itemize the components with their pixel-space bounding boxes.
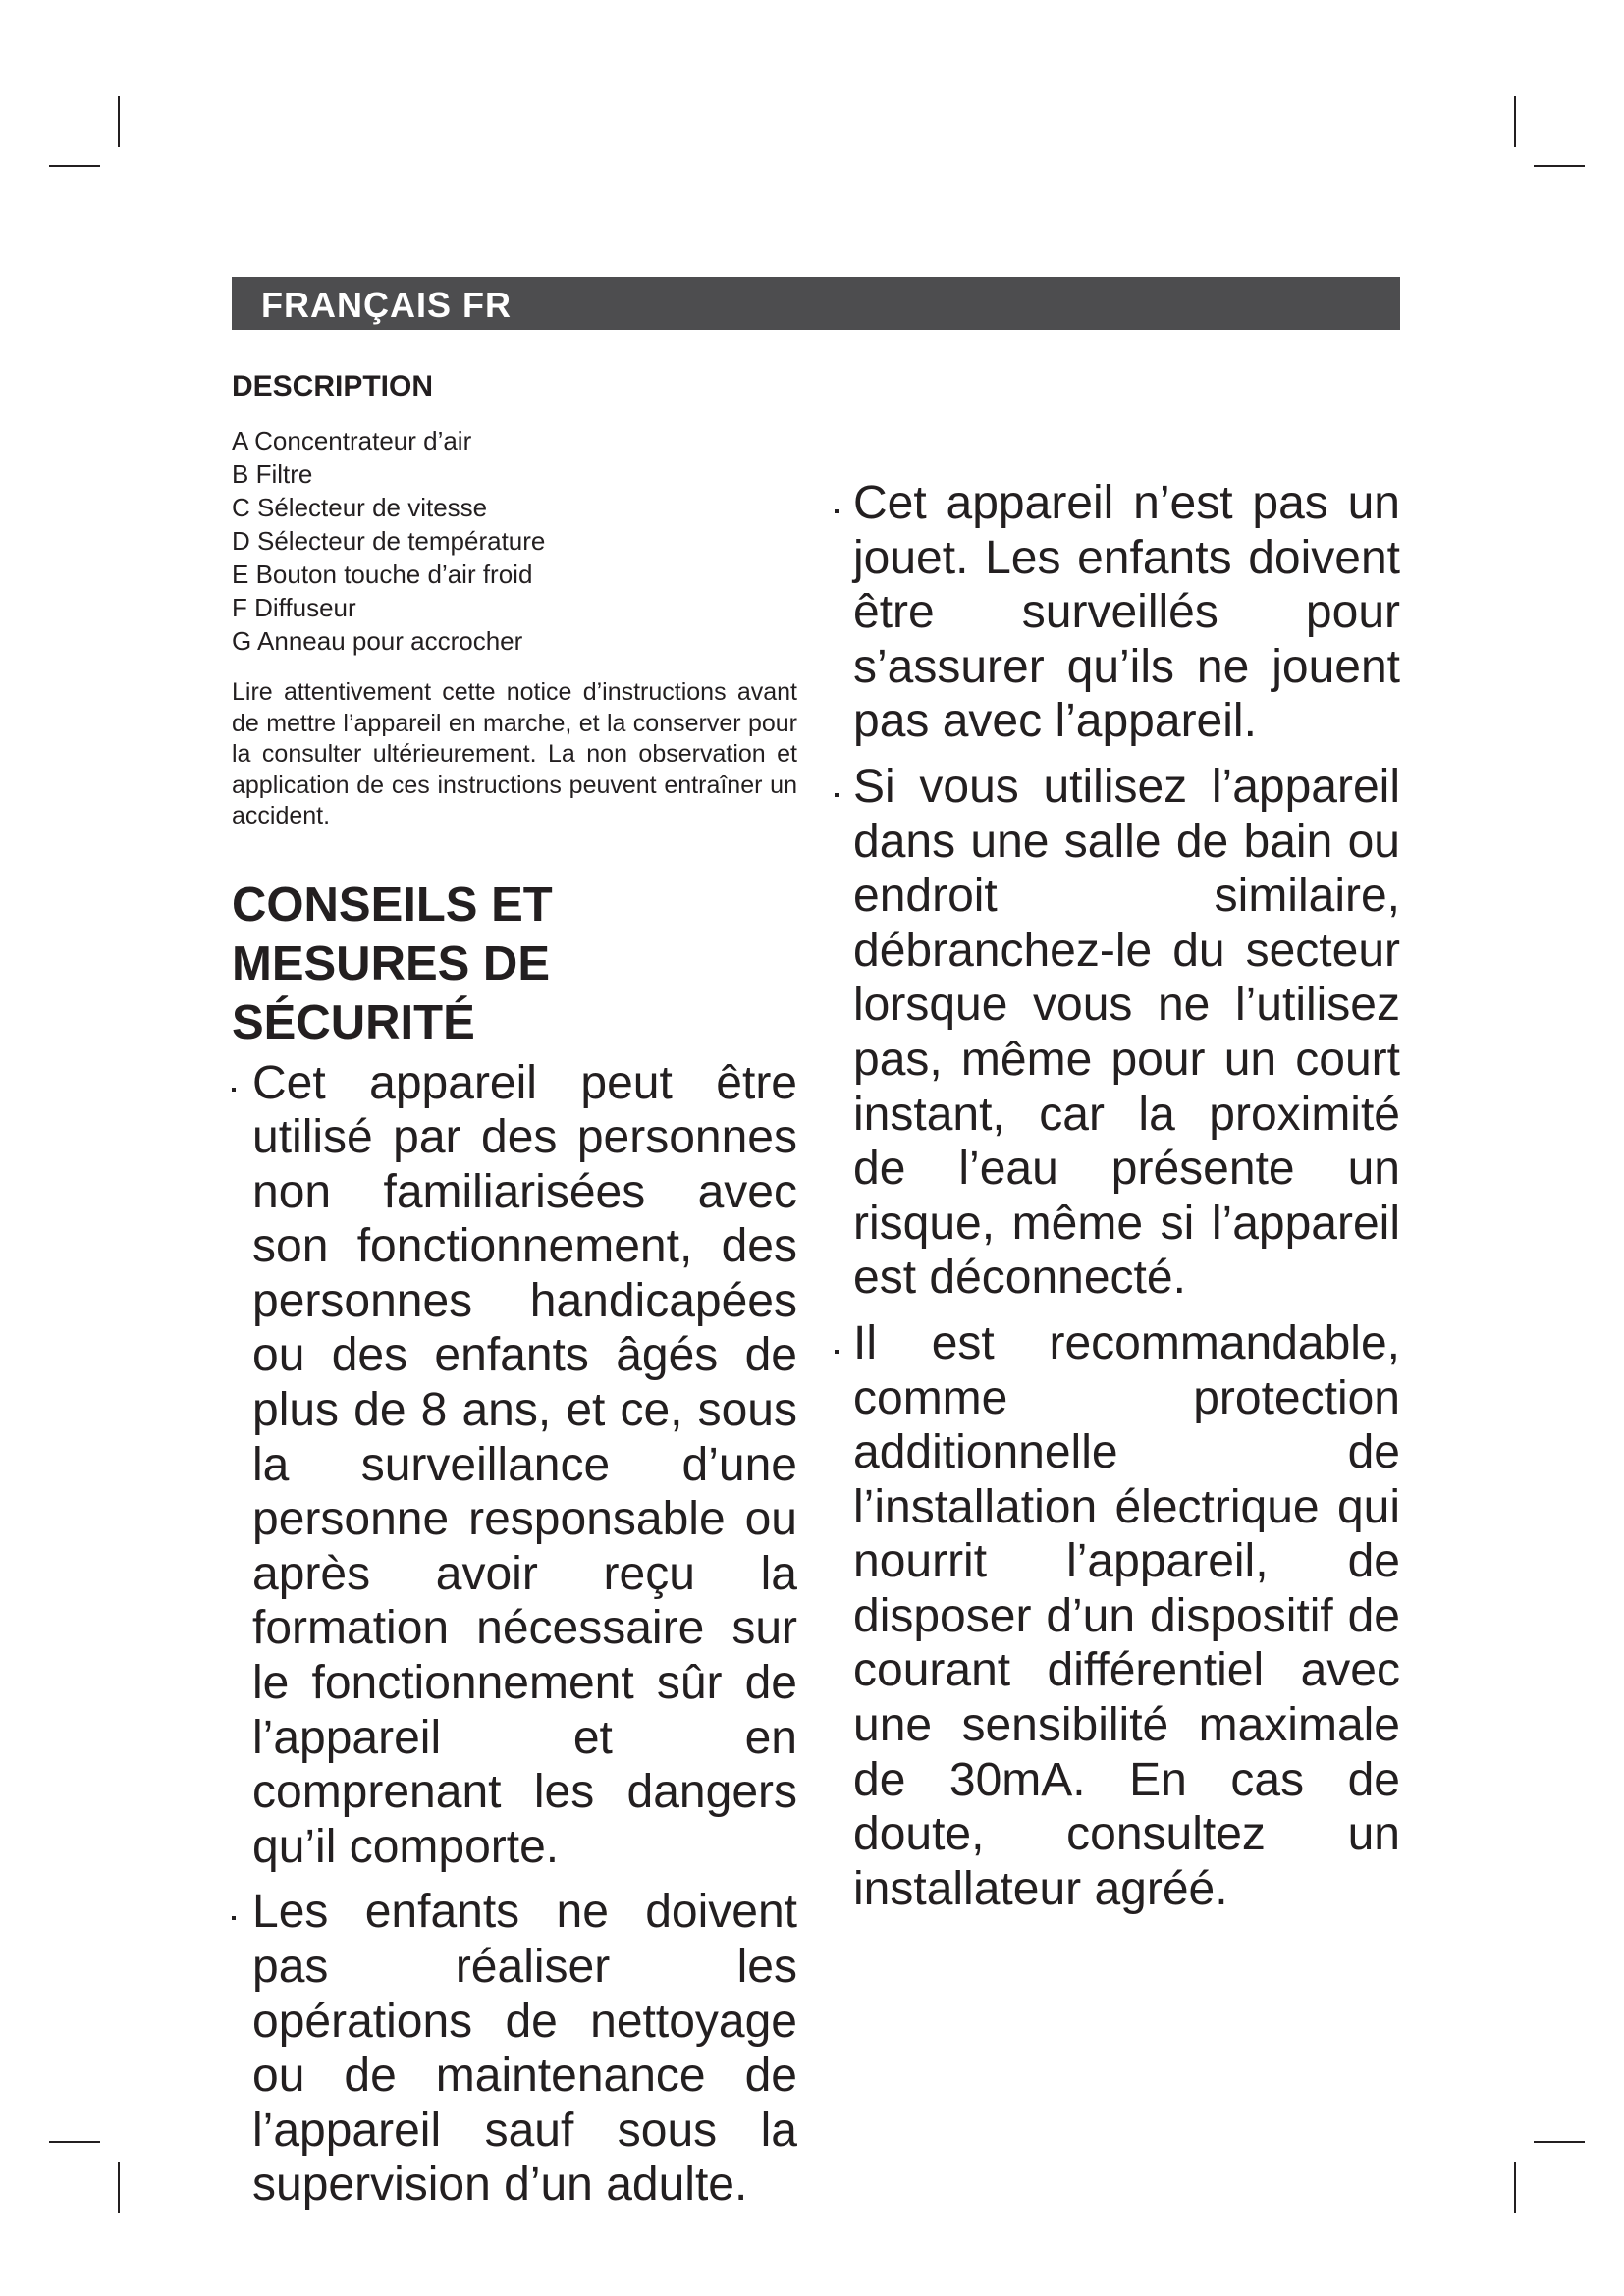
left-column xyxy=(232,369,797,2223)
crop-mark-top-right-vertical xyxy=(1514,96,1516,147)
bullet-dot-icon xyxy=(232,1088,236,1092)
safety-bullet-item xyxy=(232,1056,797,1875)
component-item: C Sélecteur de vitesse xyxy=(232,493,488,522)
crop-mark-top-right-horizontal xyxy=(1534,165,1585,167)
bullet-dot-icon xyxy=(835,509,839,513)
component-item: D Sélecteur de température xyxy=(232,526,546,556)
safety-bullet-text: Cet appareil n’est pas un jouet. Les enfants doivent être surveillés pour s’assurer qu’ils ne jouent pas avec l’appareil. xyxy=(853,477,1400,748)
bullet-dot-icon xyxy=(232,1916,236,1920)
safety-bullet-item xyxy=(835,1316,1400,1917)
component-item: F Diffuseur xyxy=(232,593,356,622)
language-header-bar xyxy=(232,277,1400,330)
bullet-dot-icon xyxy=(835,793,839,797)
safety-bullet-text: Il est recommandable, comme protection additionnelle de l’installation électrique qui nourrit l’appareil, de disposer d’un dispositif de courant différentiel avec une sensibilité maximale de 30mA. En cas de doute, consultez un installateur agréé. xyxy=(853,1316,1400,1915)
crop-mark-bottom-left-horizontal xyxy=(49,2141,100,2143)
safety-bullet-item xyxy=(835,760,1400,1306)
crop-mark-bottom-left-vertical xyxy=(118,2162,120,2213)
component-item: G Anneau pour accrocher xyxy=(232,626,523,656)
component-item: A Concentrateur d’air xyxy=(232,426,472,455)
language-label: FRANÇAIS FR xyxy=(261,285,512,325)
bullet-dot-icon xyxy=(835,1350,839,1354)
component-item: E Bouton touche d’air froid xyxy=(232,560,533,589)
column-continuation-spacer xyxy=(835,365,1400,476)
safety-bullet-text: Cet appareil peut être utilisé par des personnes non familiarisées avec son fonctionnement, des personnes handicapées ou des enfants âgés de plus de 8 ans, et ce, sous la surveillance d’une personne responsable ou après avoir reçu la formation nécessaire sur le fonctionnement sûr de l’appareil et en comprenant les dangers qu’il comporte. xyxy=(252,1056,797,1873)
safety-bullet-text: Les enfants ne doivent pas réaliser les opérations de nettoyage ou de maintenance de l’appareil sauf sous la supervision d’un adulte. xyxy=(252,1886,797,2212)
crop-mark-bottom-right-vertical xyxy=(1514,2162,1516,2213)
right-safety-list xyxy=(835,476,1400,1916)
crop-mark-top-left-vertical xyxy=(118,96,120,147)
right-column xyxy=(835,365,1400,1927)
left-safety-list xyxy=(232,1056,797,2213)
crop-mark-bottom-right-horizontal xyxy=(1534,2141,1585,2143)
safety-bullet-item xyxy=(835,476,1400,749)
description-heading: DESCRIPTION xyxy=(232,370,434,402)
component-item: B Filtre xyxy=(232,459,313,489)
component-list xyxy=(232,424,797,658)
intro-paragraph: Lire attentivement cette notice d’instructions avant de mettre l’appareil en marche, et la conserver pour la consulter ultérieurement. La non observation et application de ces instructions peuvent entraîner un accident. xyxy=(232,678,797,829)
safety-section-title: CONSEILS ET MESURES DE SÉCURITÉ xyxy=(232,878,553,1049)
crop-mark-top-left-horizontal xyxy=(49,165,100,167)
safety-bullet-item xyxy=(232,1885,797,2213)
safety-bullet-text: Si vous utilisez l’appareil dans une salle de bain ou endroit similaire, débranchez-le du secteur lorsque vous ne l’utilisez pas, même pour un court instant, car la proximité de l’eau présente un risque, même si l’appareil est déconnecté. xyxy=(853,760,1400,1305)
